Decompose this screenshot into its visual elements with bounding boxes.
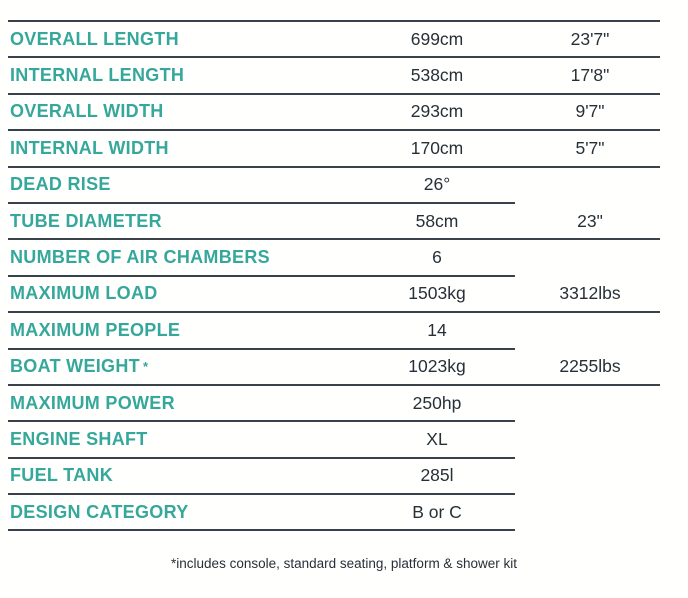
separator-rule xyxy=(8,529,515,531)
spec-label: INTERNAL WIDTH xyxy=(10,137,169,158)
spec-value-metric: 1023kg xyxy=(408,356,466,377)
spec-value-metric: 285l xyxy=(420,465,454,486)
spec-label: MAXIMUM LOAD xyxy=(10,283,158,304)
footnote: *includes console, standard seating, platform & shower kit xyxy=(171,556,517,571)
spec-label: OVERALL WIDTH xyxy=(10,101,164,122)
spec-value-metric: 6 xyxy=(432,247,442,268)
table-row xyxy=(8,240,672,274)
spec-label: MAXIMUM POWER xyxy=(10,392,175,413)
table-row xyxy=(8,350,672,384)
table-row xyxy=(8,422,672,456)
spec-value-metric: 26° xyxy=(423,174,451,195)
table-row xyxy=(8,95,672,129)
spec-value-metric: 538cm xyxy=(410,65,464,86)
spec-label: BOAT WEIGHT xyxy=(10,356,140,377)
spec-value-metric: 699cm xyxy=(410,28,464,49)
spec-value-imperial: 23'7" xyxy=(570,28,610,49)
specification-table xyxy=(8,20,672,531)
table-row xyxy=(8,313,672,347)
spec-label: ENGINE SHAFT xyxy=(10,428,148,449)
spec-value-metric: B or C xyxy=(412,501,462,522)
spec-value-metric: 250hp xyxy=(412,392,462,413)
spec-label: DESIGN CATEGORY xyxy=(10,501,189,522)
table-row xyxy=(8,58,672,92)
spec-value-imperial: 3312lbs xyxy=(559,283,621,304)
spec-label: OVERALL LENGTH xyxy=(10,28,179,49)
spec-label: MAXIMUM PEOPLE xyxy=(10,319,181,340)
spec-value-imperial: 9'7" xyxy=(575,101,605,122)
table-row xyxy=(8,277,672,311)
spec-value-metric: 170cm xyxy=(410,137,464,158)
spec-label: FUEL TANK xyxy=(10,465,114,486)
spec-label: NUMBER OF AIR CHAMBERS xyxy=(10,247,270,268)
spec-value-imperial: 17'8" xyxy=(570,65,610,86)
spec-value-imperial: 2255lbs xyxy=(559,356,621,377)
table-row xyxy=(8,386,672,420)
table-row xyxy=(8,495,672,529)
spec-label: INTERNAL LENGTH xyxy=(10,65,185,86)
table-row xyxy=(8,459,672,493)
spec-value-imperial: 23" xyxy=(577,210,603,231)
spec-value-metric: 293cm xyxy=(410,101,464,122)
table-row xyxy=(8,131,672,165)
spec-value-metric: XL xyxy=(426,428,448,449)
table-row xyxy=(8,22,672,56)
spec-value-metric: 1503kg xyxy=(408,283,466,304)
spec-label: TUBE DIAMETER xyxy=(10,210,162,231)
footnote-asterisk: * xyxy=(142,359,149,375)
spec-value-metric: 58cm xyxy=(415,210,459,231)
table-row xyxy=(8,168,672,202)
spec-label: DEAD RISE xyxy=(10,174,111,195)
spec-value-metric: 14 xyxy=(427,319,447,340)
table-row xyxy=(8,204,672,238)
spec-value-imperial: 5'7" xyxy=(575,137,605,158)
